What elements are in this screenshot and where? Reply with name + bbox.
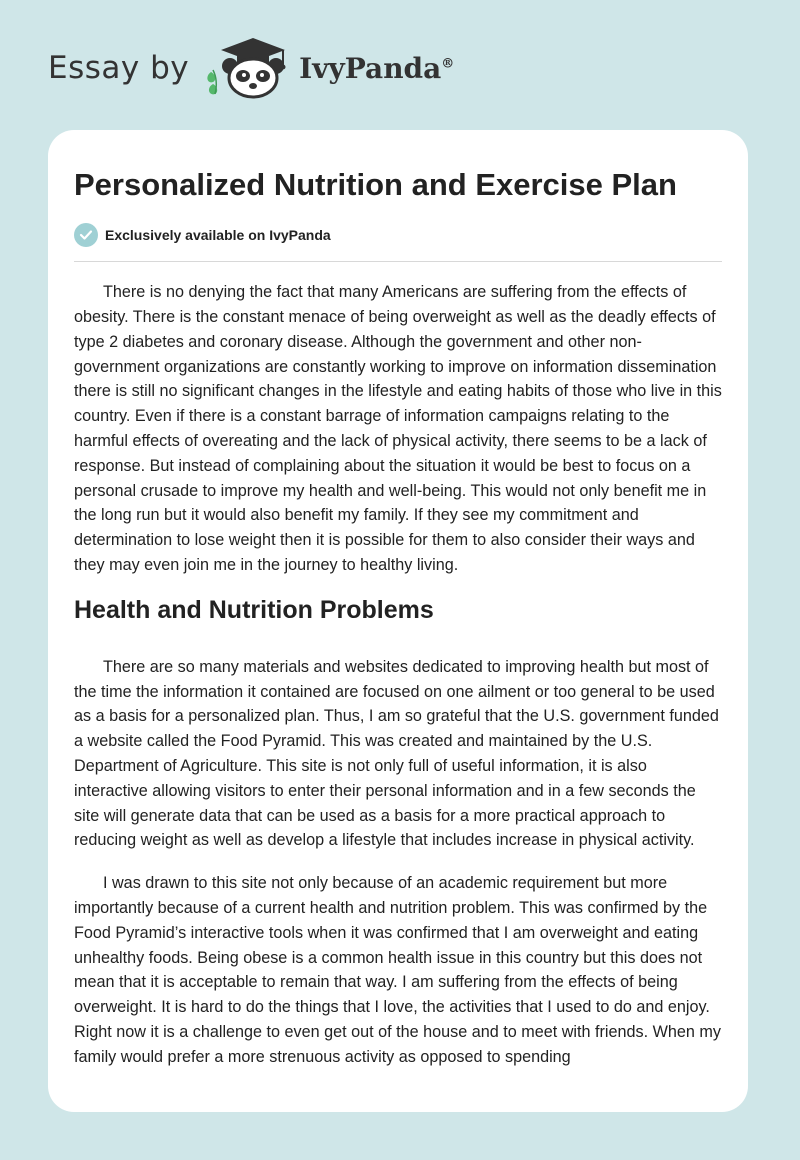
brand-header (48, 36, 454, 100)
registered-mark: ® (441, 56, 455, 72)
essay-card (48, 130, 748, 1112)
brand-name: IvyPanda® (299, 51, 455, 85)
essay-by-label: Essay by (48, 50, 190, 86)
section-heading: Health and Nutrition Problems (74, 595, 434, 624)
divider (74, 261, 722, 262)
ivypanda-logo-icon[interactable] (203, 36, 295, 100)
exclusive-badge (74, 223, 722, 247)
intro-paragraph: There is no denying the fact that many Americans are suffering from the effects of obesity. There is the constant menace of being overweight as well as the deadly effects of type 2 diabetes and coronary disease. Although the government and other non-government organizations are constantly working to improve on information dissemination there is still no significant changes in the lifestyle and eating habits of those who live in this country. Even if there is a constant barrage of information campaigns relating to the harmful effects of overeating and the lack of physical activity, there seems to be a lack of response. But instead of complaining about the situation it would be best to focus on a personal crusade to improve my health and well-being. This would not only benefit me in the long run but it would also benefit my family. If they see my commitment and determination to lose weight then it is possible for them to also consider their ways and they may even join me in the journey to healthy living. (74, 283, 722, 574)
page-title: Personalized Nutrition and Exercise Plan (74, 167, 677, 202)
exclusive-label: Exclusively available on IvyPanda (105, 227, 331, 244)
section-paragraph: I was drawn to this site not only because of an academic requirement but more importantly because of a current health and nutrition problem. This was confirmed by the Food Pyramid’s interactive tools when it was confirmed that I am overweight and eating unhealthy foods. Being obese is a common health issue in this country but this does not mean that it is acceptable to remain that way. I am suffering from the effects of being overweight. It is hard to do the things that I love, the activities that I used to do and enjoy. Right now it is a challenge to even get out of the house and to meet with friends. When my family would prefer a more strenuous activity as opposed to spending (74, 874, 721, 1066)
section-paragraph: There are so many materials and websites dedicated to improving health but most of the time the information it contained are focused on one ailment or too general to be used as a basis for a personalized plan. Thus, I am so grateful that the U.S. government funded a website called the Food Pyramid. This was created and maintained by the U.S. Department of Agriculture. This site is not only full of useful information, it is also interactive allowing visitors to enter their personal information and in a few seconds the site will generate data that can be used as a basis for a more practical approach to reducing weight as well as develop a lifestyle that includes increase in physical activity. (74, 657, 719, 850)
checkmark-icon (74, 223, 98, 247)
